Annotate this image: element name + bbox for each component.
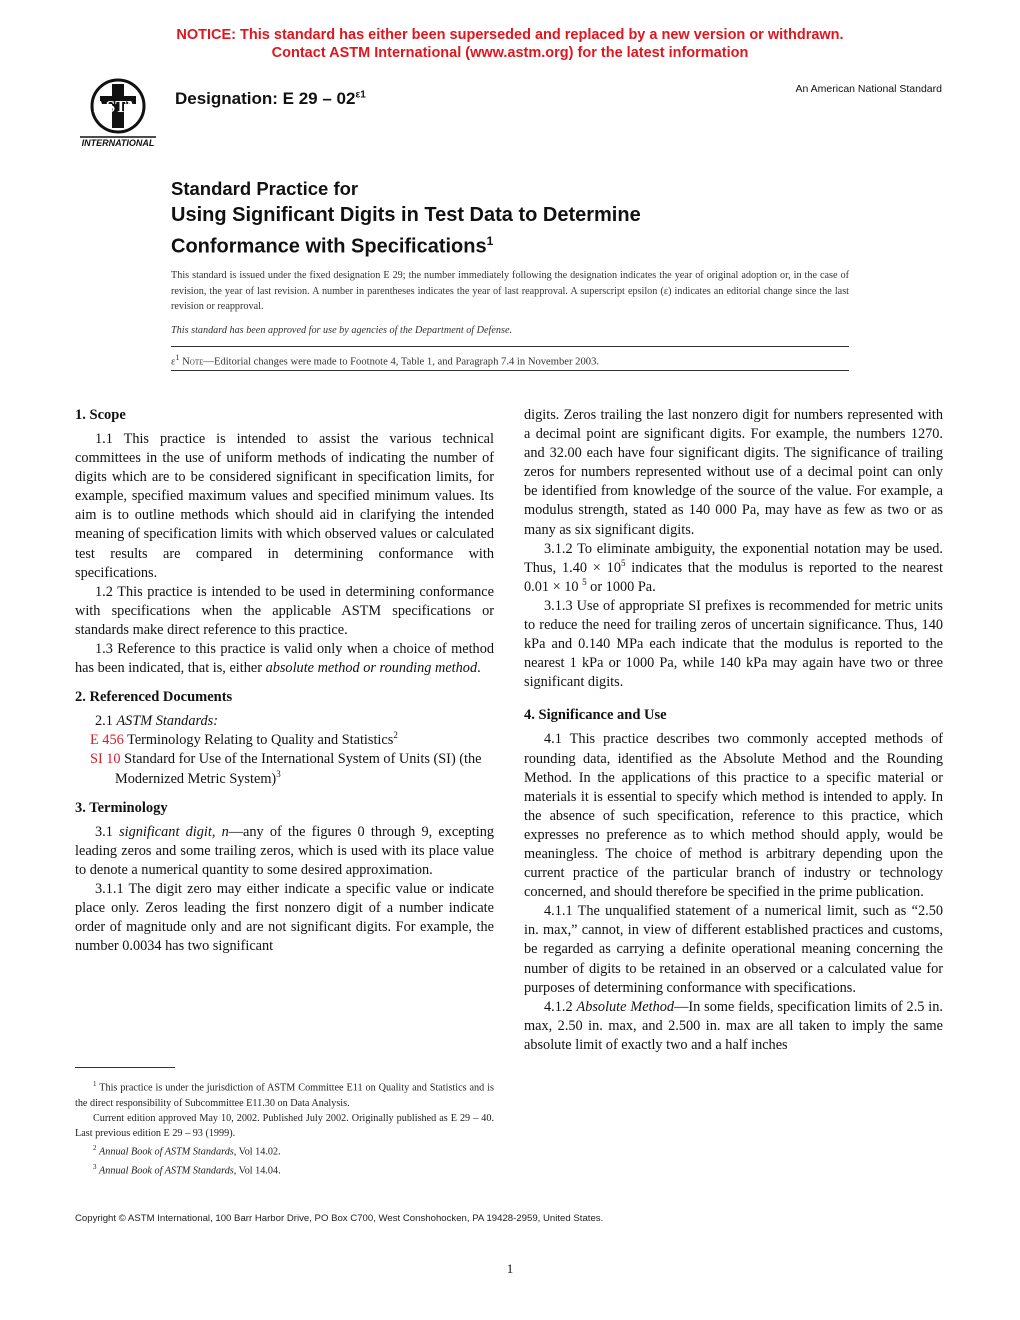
designation-sup: ε1	[355, 89, 366, 101]
section-heading: 2. Referenced Documents	[75, 689, 233, 706]
text-run: 4.1.2	[544, 998, 577, 1015]
text-run: , Vol 14.04.	[233, 1165, 281, 1177]
copyright-line: Copyright © ASTM International, 100 Barr Harbor Drive, PO Box C700, West Conshohocken, PA 19428-2959, United States.	[75, 1213, 604, 1224]
text-run: 3.1.2 To eliminate ambiguity, the exponential notation may be used. Thus, 1.40 × 10	[524, 540, 943, 576]
reference-link-e456[interactable]: E 456	[90, 732, 124, 749]
paragraph	[75, 640, 494, 678]
text-run: ASTM Standards:	[116, 713, 218, 730]
paragraph	[524, 540, 943, 597]
title-footnote-mark: 1	[486, 234, 494, 248]
text-run: —In some fields, specification limits of 2.5 in. max, 2.50 in. max, and 2.500 in. max are all taken to imply the same absolute limit of exactly two and a half inches	[524, 998, 943, 1053]
text-run: 1.3 Reference to this practice is valid only when a choice of method has been indicated, that is, either	[75, 641, 494, 677]
footnote-rule	[75, 1067, 175, 1068]
paragraph	[524, 998, 943, 1055]
paragraph: 4.1.1 The unqualified statement of a numerical limit, such as “2.50 in. max,” cannot, in view of different established practices and customs, be regarded as carrying a definite operational meaning concerning the number of digits to be retained in an observed or a calculated value for purposes of determining conformance with specifications.	[524, 903, 943, 996]
footnote-2	[75, 1141, 494, 1160]
text-run: , Vol 14.02.	[233, 1146, 281, 1158]
right-column	[524, 406, 943, 1055]
reference-entry	[75, 750, 494, 788]
footnote-mark: 1	[93, 1080, 97, 1088]
paragraph: 3.1.3 Use of appropriate SI prefixes is recommended for metric units to reduce the need for trailing zeros of uncertain significance. Thus, 140 kPa and 0.140 MPa each indicate that the modulus is reported to the nearest 1 kPa or 1000 Pa, while 140 kPa may again have two or three significant digits.	[524, 597, 943, 691]
astm-logo-icon	[76, 74, 160, 148]
section-heading: 4. Significance and Use	[524, 707, 667, 724]
paragraph: 4.1 This practice describes two commonly accepted methods of rounding data, identified as the Absolute Method and the Rounding Method. In the applications of this practice to a specific material or materials it is essential to specify which method is intended to apply. In the absence of such specification, reference to this practice, which expresses no preference as to which method should apply, would be meaningless. The choice of method is arbitrary depending upon the current practice of the particular branch of industry or technology concerned, and should therefore be specified in the prime publication.	[524, 731, 943, 901]
american-national-standard: An American National Standard	[795, 83, 942, 95]
text-run: 2.1	[95, 713, 117, 730]
text-run: Annual Book of ASTM Standards	[99, 1165, 234, 1177]
rule-top	[171, 346, 849, 347]
text-run: or 1000 Pa.	[586, 578, 656, 595]
footnote-mark: 3	[276, 768, 281, 779]
withdrawal-notice	[0, 26, 1020, 62]
title-line-1: Standard Practice for	[171, 178, 359, 199]
section-heading: 1. Scope	[75, 407, 126, 423]
title-line-3: Conformance with Specifications	[171, 235, 487, 258]
section-heading: 3. Terminology	[75, 799, 168, 816]
editorial-text: —Editorial changes were made to Footnote 4, Table 1, and Paragraph 7.4 in November 2003.	[203, 356, 600, 368]
reference-entry	[75, 731, 494, 750]
notice-line-1: NOTICE: This standard has either been superseded and replaced by a new version or withdrawn.	[176, 27, 844, 43]
text-run: significant digit, n	[119, 823, 229, 840]
rule-bottom	[171, 370, 849, 371]
issuance-statement: This standard is issued under the fixed designation E 29; the number immediately following the designation indicates the year of original adoption or, in the case of revision, the year of last revision. A number in parentheses indicates the year of last reapproval. A superscript epsilon (ε) indicates an editorial change since the last revision or reapproval.	[171, 270, 849, 312]
paragraph: 1.1 This practice is intended to assist the various technical committees in the use of uniform methods of indicating the number of digits which are to be considered significant in specification limits, for example, specified maximum values and specified minimum values. Its aim is to outline methods which should aid in clarifying the intended meaning of specification limits with which observed values or calculated test results are compared in determining conformance with specifications.	[75, 431, 494, 581]
text-run: Terminology Relating to Quality and Statistics	[123, 732, 394, 749]
text-run: Absolute Method	[576, 998, 675, 1015]
text-run: absolute method or rounding method	[265, 660, 478, 677]
text-run: 3.1	[95, 823, 120, 840]
page-number: 1	[506, 1261, 514, 1276]
dod-approval: This standard has been approved for use by agencies of the Department of Defense.	[171, 325, 513, 336]
footnote-mark: 3	[93, 1162, 97, 1171]
paragraph	[75, 712, 494, 731]
astm-logo	[76, 74, 160, 148]
footnotes	[75, 1077, 494, 1178]
left-column	[75, 406, 494, 956]
text-run: indicates that the modulus is reported to the nearest 0.01 × 10	[524, 559, 943, 595]
text-run: This practice is under the jurisdiction of ASTM Committee E11 on Quality and Statistics and is the direct responsibility of Subcommittee E11.30 on Data Analysis.	[75, 1082, 494, 1109]
text-run: Annual Book of ASTM Standards	[99, 1146, 234, 1158]
logo-letters: ASTM	[93, 97, 143, 116]
footnote-mark: 2	[393, 730, 398, 741]
document-title	[171, 176, 871, 260]
notice-line-2: Contact ASTM International (www.astm.org) for the latest information	[271, 45, 749, 61]
note-label: Note	[182, 356, 204, 368]
exponent: 5	[582, 577, 587, 588]
paragraph	[75, 823, 494, 880]
paragraph: 3.1.1 The digit zero may either indicate a specific value or indicate place only. Zeros leading the first nonzero digit of a number indicate order of magnitude only and are not significant digits. For example, the number 0.0034 has two significant	[75, 880, 494, 955]
exponent: 5	[620, 557, 626, 568]
editorial-note	[171, 353, 849, 368]
title-line-2: Using Significant Digits in Test Data to Determine	[171, 204, 641, 226]
footnote-3	[75, 1160, 494, 1179]
footnote-1	[75, 1077, 494, 1111]
footnote-mark: 2	[93, 1144, 97, 1153]
designation-text: Designation: E 29 – 02	[175, 89, 356, 108]
epsilon-mark: ε	[171, 356, 176, 368]
text-run: Standard for Use of the International System of Units (SI) (the Modernized Metric System)	[115, 751, 482, 787]
logo-caption: INTERNATIONAL	[81, 138, 155, 148]
reference-link-si10[interactable]: SI 10	[90, 751, 121, 768]
epsilon-sup: 1	[175, 353, 180, 362]
paragraph: 1.2 This practice is intended to be used in determining conformance with specifications when the applicable ASTM specifications or standards make direct reference to this practice.	[75, 583, 494, 638]
text-run: —any of the figures 0 through 9, excepting leading zeros and some trailing zeros, which is used with its place value to denote a numerical quantity to some desired approximation.	[75, 823, 494, 878]
designation	[175, 89, 366, 109]
footnote-1-continued: Current edition approved May 10, 2002. Published July 2002. Originally published as E 29 – 40. Last previous edition E 29 – 93 (1999).	[75, 1112, 494, 1139]
text-run: .	[477, 660, 481, 677]
paragraph: digits. Zeros trailing the last nonzero digit for numbers represented with a decimal point are significant digits. For example, the numbers 1270. and 32.00 each have four significant digits. The significance of trailing zeros for numbers represented without use of a decimal point can only be identified from knowledge of the source of the value. For example, a modulus strength, stated as 140 000 Pa, may have as few as two or as many as six significant digits.	[524, 407, 943, 538]
